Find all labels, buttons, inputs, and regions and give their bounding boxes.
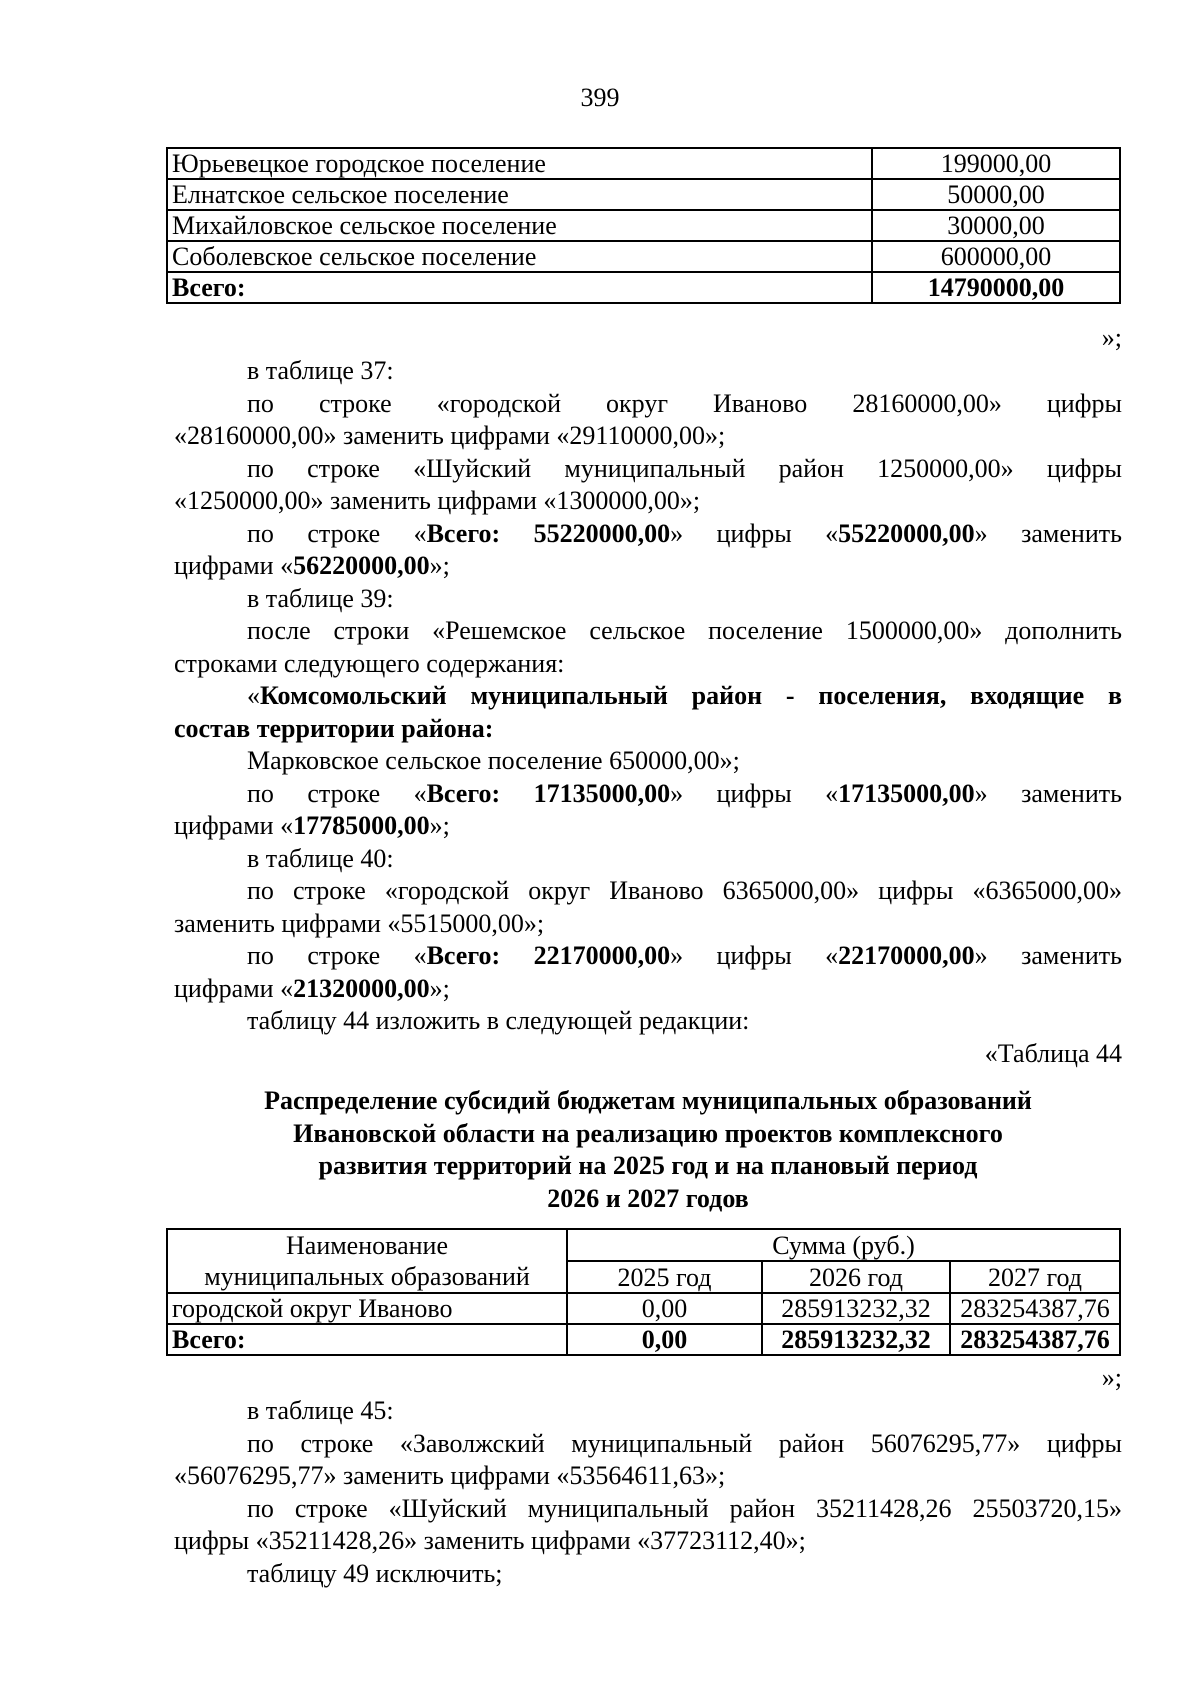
municipality-name: Михайловское сельское поселение <box>167 210 872 241</box>
header-year: 2025 год <box>567 1261 762 1293</box>
table-title <box>174 1085 1122 1215</box>
paragraph <box>174 550 1122 583</box>
subsidy-table <box>166 1228 1121 1356</box>
paragraph <box>174 778 1122 811</box>
paragraph: по строке «Шуйский муниципальный район 1250000,00» цифры <box>247 453 1122 483</box>
closing-quote: »; <box>1101 323 1122 352</box>
bold-fragment: 56220000,00 <box>293 551 430 580</box>
paragraph: Марковское сельское поселение 650000,00»; <box>247 746 740 775</box>
title-line: Распределение субсидий бюджетам муниципальных образований <box>264 1086 1032 1115</box>
header-sum: Сумма (руб.) <box>567 1229 1120 1261</box>
total-label: Всего: <box>167 272 872 303</box>
paragraph: «56076295,77» заменить цифрами «53564611,63»; <box>174 1461 726 1490</box>
paragraph: по строке «городской округ Иваново 28160000,00» цифры <box>247 388 1122 418</box>
text-fragment: цифрами « <box>174 811 294 840</box>
header-year: 2027 год <box>950 1261 1120 1293</box>
closing-quote: »; <box>1101 1363 1122 1392</box>
text-fragment: » цифры « <box>670 778 839 808</box>
distribution-table-tail <box>166 147 1121 304</box>
text-fragment: » цифры « <box>670 941 839 970</box>
total-amount: 0,00 <box>567 1324 762 1355</box>
amount-cell: 199000,00 <box>872 148 1120 179</box>
table-row <box>167 210 1120 241</box>
total-label: Всего: <box>167 1324 567 1355</box>
paragraph: после строки «Решемское сельское поселение 1500000,00» дополнить <box>247 616 1122 645</box>
header-text: муниципальных образований <box>204 1262 530 1291</box>
paragraph: «28160000,00» заменить цифрами «29110000,00»; <box>174 421 726 450</box>
paragraph: в таблице 37: <box>247 356 394 385</box>
amount-cell: 0,00 <box>567 1293 762 1324</box>
amount-cell: 283254387,76 <box>950 1293 1120 1324</box>
header-year: 2026 год <box>762 1261 950 1293</box>
paragraph: таблицу 49 исключить; <box>247 1558 503 1588</box>
paragraph <box>174 973 1122 1006</box>
paragraph <box>174 518 1122 551</box>
paragraph: в таблице 40: <box>247 843 394 873</box>
amendments-text <box>174 355 1122 1070</box>
page-number: 399 <box>580 83 620 112</box>
paragraph: по строке «Шуйский муниципальный район 35211428,26 25503720,15» <box>247 1493 1122 1523</box>
paragraph: таблицу 44 изложить в следующей редакции: <box>247 1006 750 1035</box>
table-row <box>167 179 1120 210</box>
paragraph: в таблице 45: <box>247 1396 394 1425</box>
text-fragment: « <box>247 681 260 710</box>
paragraph: «1250000,00» заменить цифрами «1300000,00»; <box>174 486 701 515</box>
text-fragment: »; <box>429 551 450 580</box>
paragraph: строками следующего содержания: <box>174 648 565 678</box>
bold-fragment: Всего: 22170000,00 <box>426 941 671 970</box>
municipality-name: Юрьевецкое городское поселение <box>167 148 872 179</box>
table-row <box>167 241 1120 272</box>
paragraph: по строке «городской округ Иваново 6365000,00» цифры «6365000,00» <box>247 876 1122 905</box>
text-fragment: » заменить <box>974 778 1122 808</box>
amendments-text-bottom <box>174 1395 1122 1590</box>
title-line: 2026 и 2027 годов <box>547 1183 749 1213</box>
total-row <box>167 272 1120 303</box>
title-line: Ивановской области на реализацию проектов комплексного <box>293 1118 1003 1148</box>
text-fragment: » заменить <box>974 518 1122 548</box>
paragraph <box>174 940 1122 973</box>
bold-fragment: 17785000,00 <box>293 811 430 840</box>
table-label: «Таблица 44 <box>984 1038 1122 1068</box>
text-fragment: по строке « <box>247 778 427 808</box>
paragraph <box>174 810 1122 843</box>
bold-fragment: Всего: 55220000,00 <box>426 518 671 548</box>
paragraph: в таблице 39: <box>247 583 394 613</box>
total-amount: 285913232,32 <box>762 1324 950 1355</box>
text-fragment: по строке « <box>247 941 427 970</box>
municipality-name: Елнатское сельское поселение <box>167 179 872 210</box>
bold-fragment: 55220000,00 <box>838 518 975 548</box>
municipality-name: городской округ Иваново <box>167 1293 567 1324</box>
text-fragment: по строке « <box>247 518 427 548</box>
paragraph <box>174 680 1122 713</box>
header-row <box>167 1229 1120 1261</box>
header-text: Наименование <box>286 1231 448 1260</box>
bold-fragment: 17135000,00 <box>838 778 975 808</box>
title-line: развития территорий на 2025 год и на плановый период <box>318 1151 978 1180</box>
bold-fragment: 21320000,00 <box>293 973 430 1003</box>
amount-cell: 50000,00 <box>872 179 1120 210</box>
amount-cell: 30000,00 <box>872 210 1120 241</box>
bold-fragment: 22170000,00 <box>838 941 975 970</box>
total-amount: 283254387,76 <box>950 1324 1120 1355</box>
header-municipality <box>167 1229 567 1293</box>
paragraph: заменить цифрами «5515000,00»; <box>174 908 545 938</box>
bold-fragment: Комсомольский муниципальный район - поселения, входящие в <box>260 681 1122 710</box>
text-fragment: » цифры « <box>670 518 839 548</box>
total-row <box>167 1324 1120 1355</box>
paragraph: по строке «Заволжский муниципальный район 56076295,77» цифры <box>247 1428 1122 1458</box>
text-fragment: цифрами « <box>174 551 294 580</box>
text-fragment: »; <box>429 811 450 840</box>
total-amount: 14790000,00 <box>872 272 1120 303</box>
paragraph: цифры «35211428,26» заменить цифрами «37723112,40»; <box>174 1526 806 1555</box>
amount-cell: 285913232,32 <box>762 1293 950 1324</box>
bold-fragment: Всего: 17135000,00 <box>426 778 671 808</box>
text-fragment: » заменить <box>974 941 1122 970</box>
paragraph: состав территории района: <box>174 713 494 743</box>
amount-cell: 600000,00 <box>872 241 1120 272</box>
text-fragment: цифрами « <box>174 973 294 1003</box>
table-row <box>167 1293 1120 1324</box>
text-fragment: »; <box>429 973 450 1003</box>
municipality-name: Соболевское сельское поселение <box>167 241 872 272</box>
table-row <box>167 148 1120 179</box>
